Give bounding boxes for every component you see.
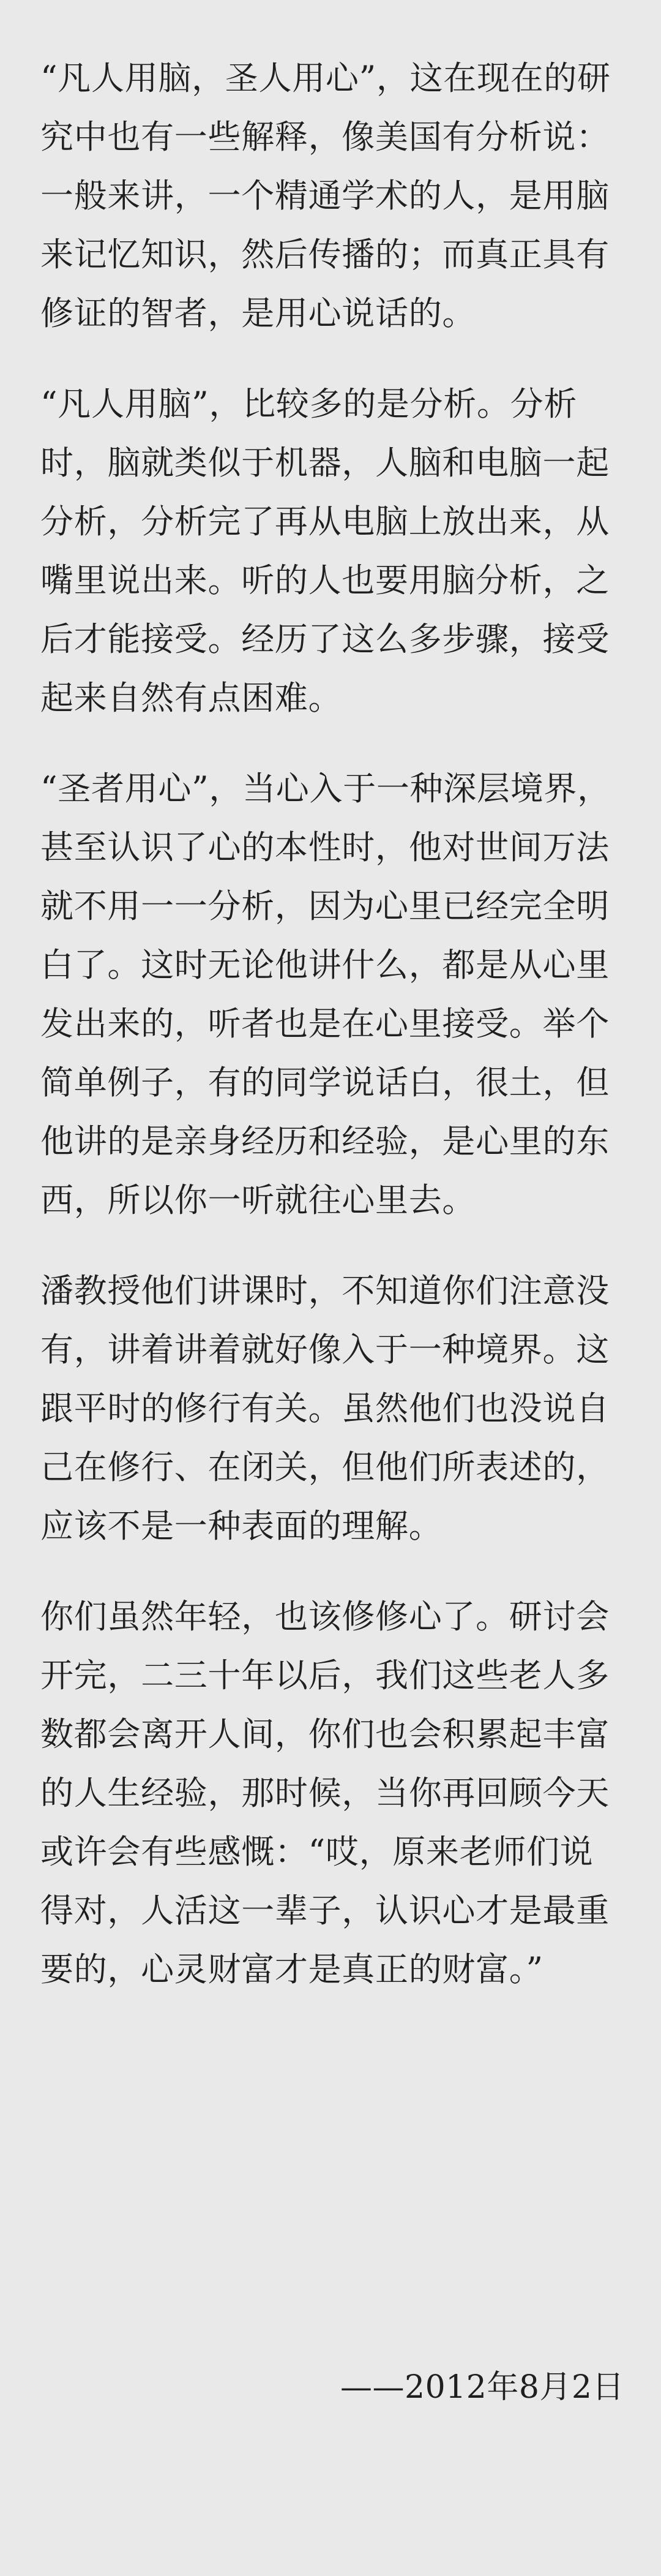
- paragraph-2: “凡人用脑”，比较多的是分析。分析时，脑就类似于机器，人脑和电脑一起分析，分析完了再从电脑上放出来，从嘴里说出来。听的人也要用脑分析，之后才能接受。经历了这么多步骤，接受起来自然有点困难。: [40, 385, 610, 717]
- date-signature: ——2012年8月2日: [340, 2369, 624, 2406]
- article-body: [40, 49, 621, 1999]
- paragraph-3: “圣者用心”，当心入于一种深层境界，甚至认识了心的本性时，他对世间万法就不用一一分析，因为心里已经完全明白了。这时无论他讲什么，都是从心里发出来的，听者也是在心里接受。举个简单例子，有的同学说话白，很土，但他讲的是亲身经历和经验，是心里的东西，所以你一听就往心里去。: [40, 769, 611, 1219]
- paragraph-4: 潘教授他们讲课时，不知道你们注意没有，讲着讲着就好像入于一种境界。这跟平时的修行有关。虽然他们也没说自己在修行、在闭关，但他们所表述的，应该不是一种表面的理解。: [40, 1271, 610, 1545]
- paragraph-1: “凡人用脑，圣人用心”，这在现在的研究中也有一些解释，像美国有分析说：一般来讲，一个精通学术的人，是用脑来记忆知识，然后传播的；而真正具有修证的智者，是用心说话的。: [40, 59, 611, 333]
- paragraph-5: 你们虽然年轻，也该修修心了。研讨会开完，二三十年以后，我们这些老人多数都会离开人间，你们也会积累起丰富的人生经验，那时候，当你再回顾今天或许会有些感慨：“哎，原来老师们说得对，人活这一辈子，认识心才是最重要的，心灵财富才是真正的财富。”: [40, 1597, 610, 1989]
